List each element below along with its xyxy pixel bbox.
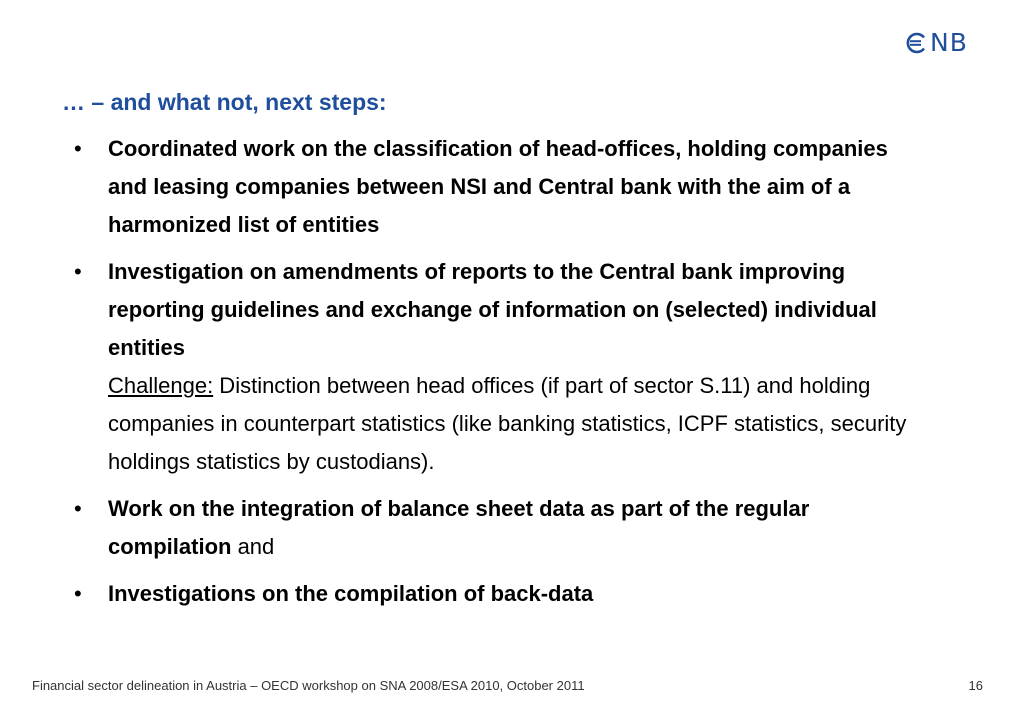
bullet-item <box>74 490 909 566</box>
challenge-label: Challenge: <box>108 373 214 398</box>
bullet-dot: • <box>74 136 82 161</box>
bullet-text: Investigation on amendments of reports to the Central bank improving reporting guidelines and exchange of information on (selected) individual entities <box>108 259 877 360</box>
euro-icon <box>904 31 928 55</box>
slide-title: … – and what not, next steps: <box>62 89 387 115</box>
bullet-item <box>74 575 909 613</box>
bullet-text: Work on the integration of balance sheet data as part of the regular compilation <box>108 496 810 559</box>
bullet-list <box>74 130 909 613</box>
logo-text: NB <box>930 28 968 57</box>
bullet-dot: • <box>74 259 82 284</box>
bullet-item <box>74 253 909 481</box>
footer-text: Financial sector delineation in Austria – OECD workshop on SNA 2008/ESA 2010, October 2011 <box>32 678 585 693</box>
onb-logo <box>904 30 968 55</box>
bullet-tail: and <box>231 534 275 559</box>
page-number: 16 <box>968 678 983 693</box>
challenge-text: Distinction between head offices (if part of sector S.11) and holding companies in counterpart statistics (like banking statistics, ICPF statistics, security holdings statistics by custodians). <box>108 373 907 474</box>
bullet-dot: • <box>74 496 82 521</box>
bullet-text: Investigations on the compilation of back-data <box>108 581 594 606</box>
bullet-text: Coordinated work on the classification of head-offices, holding companies and leasing companies between NSI and Central bank with the aim of a harmonized list of entities <box>108 136 888 237</box>
bullet-dot: • <box>74 581 82 606</box>
bullet-item <box>74 130 909 244</box>
